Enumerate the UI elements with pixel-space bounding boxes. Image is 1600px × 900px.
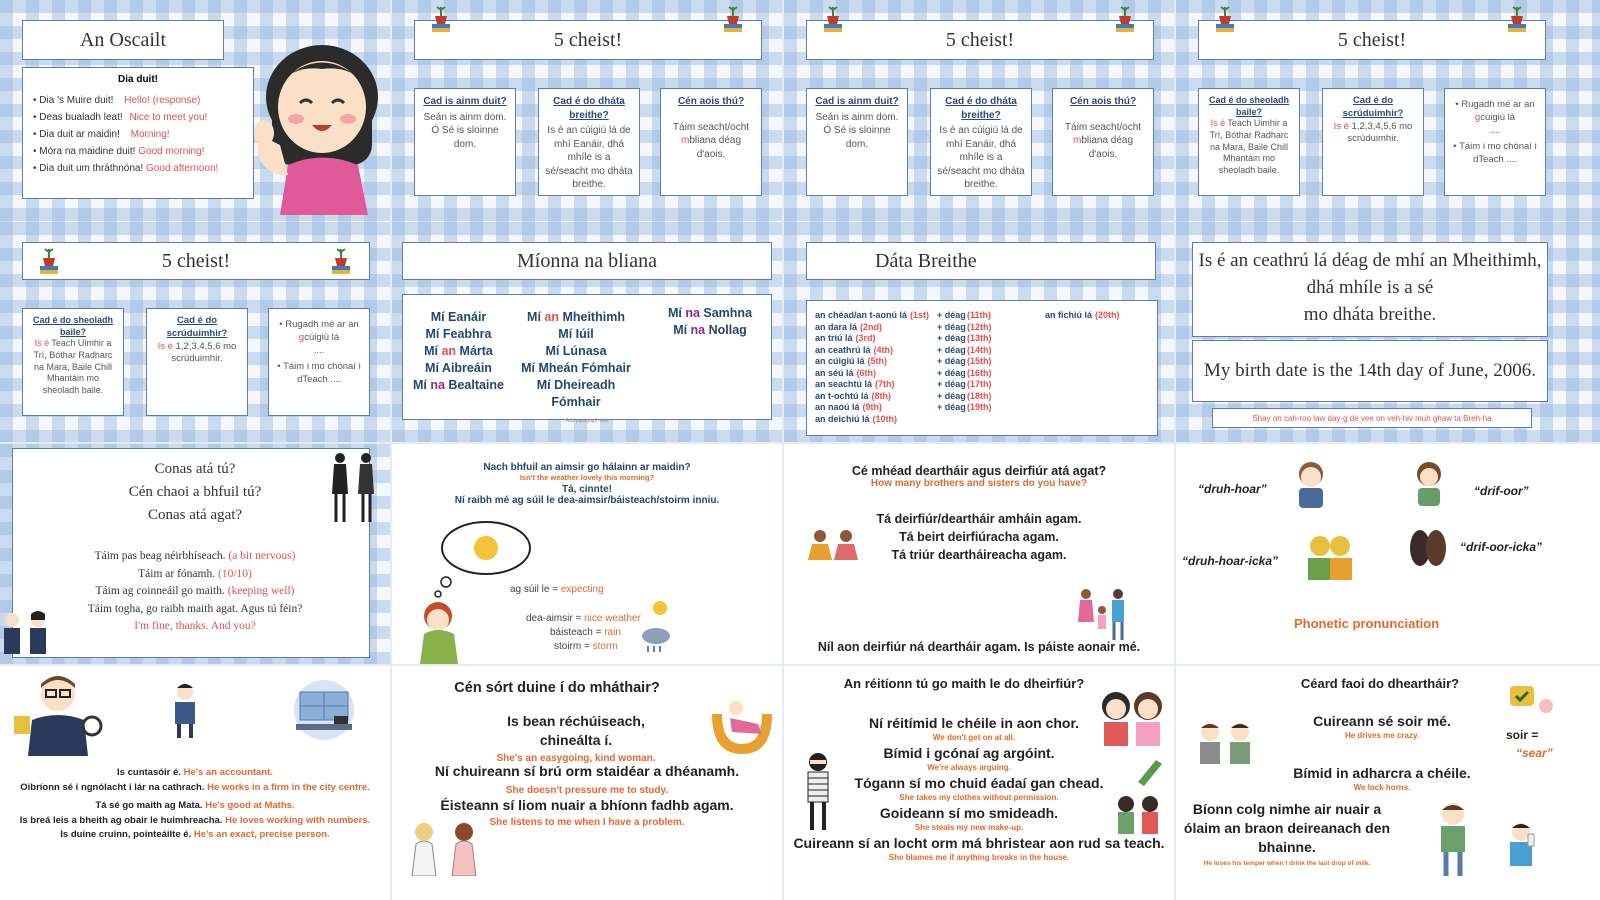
thief-illustration: [798, 752, 838, 832]
speech-bubble-icon: [1508, 684, 1554, 720]
plant-pot-icon: [1114, 4, 1136, 34]
question-card-address: Cad é do sheoladh baile? Is é Teach Uimhir a Trí, Bóthar Radharc na Mara, Baile Chill Mhantáin mo sheoladh baile.: [22, 308, 124, 416]
slide-aimsir: [392, 444, 782, 664]
slide-mathair: [392, 666, 782, 900]
slide-title: An Oscailt: [22, 20, 224, 60]
boy-icon: [1294, 460, 1328, 516]
question-card-age: Cén aois thú? Táim seacht/ocht mbliana déag d'aois.: [660, 88, 762, 196]
two-girls-icon: [1406, 528, 1450, 576]
women-makeup-illustration: [1110, 794, 1166, 838]
english-sentence: My birth date is the 14th day of June, 2006.: [1192, 340, 1548, 402]
slide-title: Míonna na bliana: [402, 242, 772, 280]
question-card-exam-number: Cad é do scrúduimhir? Is é 1,2,3,4,5,6 mo scrúduimhir.: [146, 308, 248, 416]
slide-5-cheist-1: [392, 0, 782, 222]
brother-question: Céard faoi do dheartháir?: [1300, 676, 1460, 691]
weather-vocab: dea-aimsir = nice weather báisteach = rain stoirm = storm: [526, 613, 641, 652]
how-are-you-questions: Conas atá tú? Cén chaoi a bhfuil tú? Conas atá agat?: [128, 461, 262, 523]
handshake-illustration: [0, 610, 52, 660]
relaxing-woman-illustration: [702, 694, 778, 762]
months-card: [402, 294, 772, 420]
plant-pot-icon: [822, 4, 844, 34]
plant-pot-icon: [330, 246, 352, 276]
slide-5-cheist-3: [1176, 0, 1600, 222]
bottle-icon: [1132, 752, 1166, 790]
mother-line-3: Éisteann sí liom nuair a bhíonn fadhb agam. She listens to me when I have a problem.: [440, 797, 734, 828]
two-women-talking-illustration: [406, 818, 486, 876]
phonetic-sentence: Shay on cah-roo law day-g de vee on veh-hiv muh ghaw ta Breh-ha: [1212, 408, 1532, 428]
accountant-illustration: [10, 672, 106, 756]
how-are-you-answers: Táim pas beag néirbhíseach. (a bit nervous) Táim ar fónamh. (10/10) Táim ag coinneáil go maith. (keeping well) Táim togha, go raibh maith agat. Agus tú féin? I'm fine, thanks. And you?: [87, 550, 303, 632]
question-card-birthday: Cad é do dháta breithe? Is é an cúigiú lá de mhí Eanáir, dhá mhíle is a sé/seacht mo dháta breithe.: [538, 88, 640, 196]
slide-title: 5 cheist!: [1198, 20, 1546, 60]
greeting-line: • Dia 's Muire duit! Hello! (response): [33, 95, 243, 106]
question-card-exam-number: Cad é do scrúduimhir? Is é 1,2,3,4,5,6 mo scrúduimhir.: [1322, 88, 1424, 196]
brother-line-1: Cuireann sé soir mé. He drives me crazy.: [1313, 713, 1451, 740]
greetings-card: [22, 67, 254, 199]
two-boys-icon: [1304, 534, 1356, 584]
slide-deartháir-deirfiúr: [784, 444, 1174, 664]
ordinal-row: an ceathrú lá (4th) + déag (14th): [815, 344, 992, 355]
ordinal-row: an deichiú lá (10th): [815, 413, 898, 424]
sentence-starters-card: • Rugadh mé ar an gcúigiú lá .... • Táim i mo chónaí i dTeach ....: [1444, 88, 1546, 196]
mother-line-2: Ní chuireann sí brú orm staidéar a dhéanamh. She doesn't pressure me to study.: [434, 763, 740, 796]
greetings-title: Dia duit!: [118, 74, 158, 85]
angry-boy-illustration: [1432, 800, 1474, 878]
sister-lines: Ní réitímid le chéile in aon chor. We don't get on at all. Bímid i gcónaí ag argóint. We're always arguing. Tógann sí mo chuid éadaí gan chead. She takes my clothes without permission. Goideann sí mo smideadh. She steals my new make-up. Cuireann sí an locht orm má bhristear aon rud sa teach. She blames me if anything breaks in the house.: [793, 715, 1165, 862]
two-girls-illustration: [806, 528, 862, 568]
ordinal-twentieth: an fichiú lá (20th): [1045, 310, 1120, 320]
weather-icons: [640, 598, 676, 660]
soir-label: soir =: [1506, 728, 1539, 742]
father-description: Is cuntasóir é. He's an accountant. Oibríonn sé i ngnólacht i lár na cathrach. He works in a firm in the city centre. Tá sé go maith ag Mata. He's good at Maths. Is breá leis a bheith ag obair le huimhreacha. He loves working with numbers. Is duine cruinn, pointeáilte é. He's an exact, precise person.: [19, 767, 371, 840]
ordinal-row: an tríú lá (3rd) + déag (13th): [815, 333, 992, 343]
phonetic-sisters: “drif-oor-icka”: [1460, 540, 1543, 554]
phonetic-label: Phonetic pronunciation: [1294, 616, 1440, 631]
family-illustration: [1072, 588, 1130, 640]
brother-line-2: Bímid in adharcra a chéile. We lock horns.: [1293, 765, 1471, 792]
ordinal-row: an séú lá (6th) + déag (16th): [815, 367, 992, 378]
footer-text: Add paragraph text: [565, 418, 609, 424]
slide-title: 5 cheist!: [22, 242, 370, 280]
ordinals-card: [806, 300, 1158, 436]
greeting-line: • Deas bualadh leat! Nice to meet you!: [33, 112, 243, 123]
stressed-man-icon: [170, 682, 200, 740]
plant-pot-icon: [1214, 4, 1236, 34]
mother-line-1: Is bean réchúiseach, chineálta í. She's an easygoing, kind woman.: [496, 713, 656, 764]
slide-title: Dáta Breithe: [806, 242, 1156, 280]
slide-dearthair: [1176, 666, 1600, 900]
slide-birth-date-sentence: [1176, 222, 1600, 442]
greeting-line: • Móra na maidine duit! Good morning!: [33, 146, 243, 157]
slide-5-cheist-2: [784, 0, 1174, 222]
ordinal-row: an naoú lá (9th) + déag (19th): [815, 402, 992, 412]
thinking-person-sun-illustration: [416, 520, 536, 664]
two-people-illustration: [326, 452, 382, 524]
plant-pot-icon: [38, 246, 60, 276]
slide-an-oscailt: [0, 0, 390, 222]
months-col-3: Mí na Samhna Mí na Nollag: [667, 306, 753, 337]
ordinal-row: an seachtú lá (7th) + déag (17th): [815, 379, 992, 389]
only-child-line: Níl aon deirfiúr ná deartháir agam. Is páiste aonair mé.: [817, 640, 1141, 654]
ordinal-row: an chéad/an t-aonú lá (1st) + déag (11th): [815, 310, 992, 320]
slide-mionna: [392, 222, 782, 442]
siblings-answers: Tá deirfiúr/deartháir amháin agam. Tá beirt deirfiúracha agam. Tá triúr deartháireacha agam.: [876, 512, 1082, 562]
slide-title: 5 cheist!: [414, 20, 762, 60]
phonetic-sister: “drif-oor”: [1474, 484, 1529, 498]
soir-phonetic: “sear”: [1516, 746, 1553, 760]
arguing-sisters-illustration: [1094, 688, 1170, 748]
slide-title: 5 cheist!: [806, 20, 1154, 60]
siblings-question: Cé mhéad deartháir agus deirfiúr atá agat? How many brothers and sisters do you have?: [851, 464, 1107, 489]
question-card-birthday: Cad é do dháta breithe? Is é an cúigiú lá de mhí Eanáir, dhá mhíle is a sé/seacht mo dháta breithe.: [930, 88, 1032, 196]
slide-data-breithe: [784, 222, 1174, 442]
question-card-name: Cad is ainm duit? Seán is ainm dom. Ó Sé is sloinne dom.: [806, 88, 908, 196]
girl-icon: [1412, 462, 1446, 512]
question-card-address: Cad é do sheoladh baile? Is é Teach Uimhir a Trí, Bóthar Radharc na Mara, Baile Chill Mhantáin mo sheoladh baile.: [1198, 88, 1300, 196]
irish-sentence: Is é an ceathrú lá déag de mhí an Mheithimh, dhá mhíle is a sé mo dháta breithe.: [1192, 242, 1548, 337]
months-col-1: Mí Eanáir Mí Feabhra Mí an Márta Mí Aibreáin Mí na Bealtaine: [412, 310, 504, 392]
phonetic-brother: “druh-hoar”: [1198, 482, 1267, 496]
slide-deirfiur: [784, 666, 1174, 900]
months-col-2: Mí an Mheithimh Mí Iúil Mí Lúnasa Mí Mheán Fómhair Mí Dheireadh Fómhair: [521, 310, 631, 409]
phonetic-brothers: “druh-hoar-icka”: [1182, 554, 1279, 568]
ordinal-row: an cúigiú lá (5th) + déag (15th): [815, 356, 992, 366]
slide-5-cheist-4: [0, 222, 390, 442]
ordinal-row: an dara lá (2nd) + déag (12th): [815, 321, 992, 332]
slide-phonetics: [1176, 444, 1600, 664]
ordinal-row: an t-ochtú lá (8th) + déag (18th): [815, 390, 992, 401]
plant-pot-icon: [722, 4, 744, 34]
sentence-starters-card: • Rugadh mé ar an gcúigiú lá .... • Táim i mo chónaí i dTeach ....: [268, 308, 370, 416]
question-card-name: Cad is ainm duit? Seán is ainm dom. Ó Sé is sloinne dom.: [414, 88, 516, 196]
slide-athair: [0, 666, 390, 900]
waving-girl-illustration: [250, 25, 390, 215]
brother-line-3: Bíonn colg nimhe air nuair a ólaim an braon deireanach den bhainne. He loses his temper when I drink the last drop of milk.: [1183, 801, 1391, 867]
vocab-line: ag súil le = expecting: [510, 584, 604, 595]
mother-question: Cén sórt duine í do mháthair?: [454, 680, 660, 696]
sister-question: An réitíonn tú go maith le do dheirfiúr?: [843, 676, 1085, 691]
greeting-line: • Dia duit um thráthnóna! Good afternoon!: [33, 163, 243, 174]
weather-dialogue: Nach bhfuil an aimsir go hálainn ar maidin? Isn't the weather lovely this morning? Tá, cinnte! Ní raibh mé ag súil le dea-aimsir/báisteach/stoirm inniu.: [454, 462, 720, 506]
greeting-line: • Dia duit ar maidin! Morning!: [33, 129, 243, 140]
fighting-boys-illustration: [1190, 720, 1262, 778]
question-card-age: Cén aois thú? Táim seacht/ocht mbliana déag d'aois.: [1052, 88, 1154, 196]
slide-conas-ata-tu: [0, 444, 390, 664]
plant-pot-icon: [430, 4, 452, 34]
office-illustration: [286, 680, 362, 744]
boy-drinking-illustration: [1504, 822, 1538, 880]
plant-pot-icon: [1506, 4, 1528, 34]
